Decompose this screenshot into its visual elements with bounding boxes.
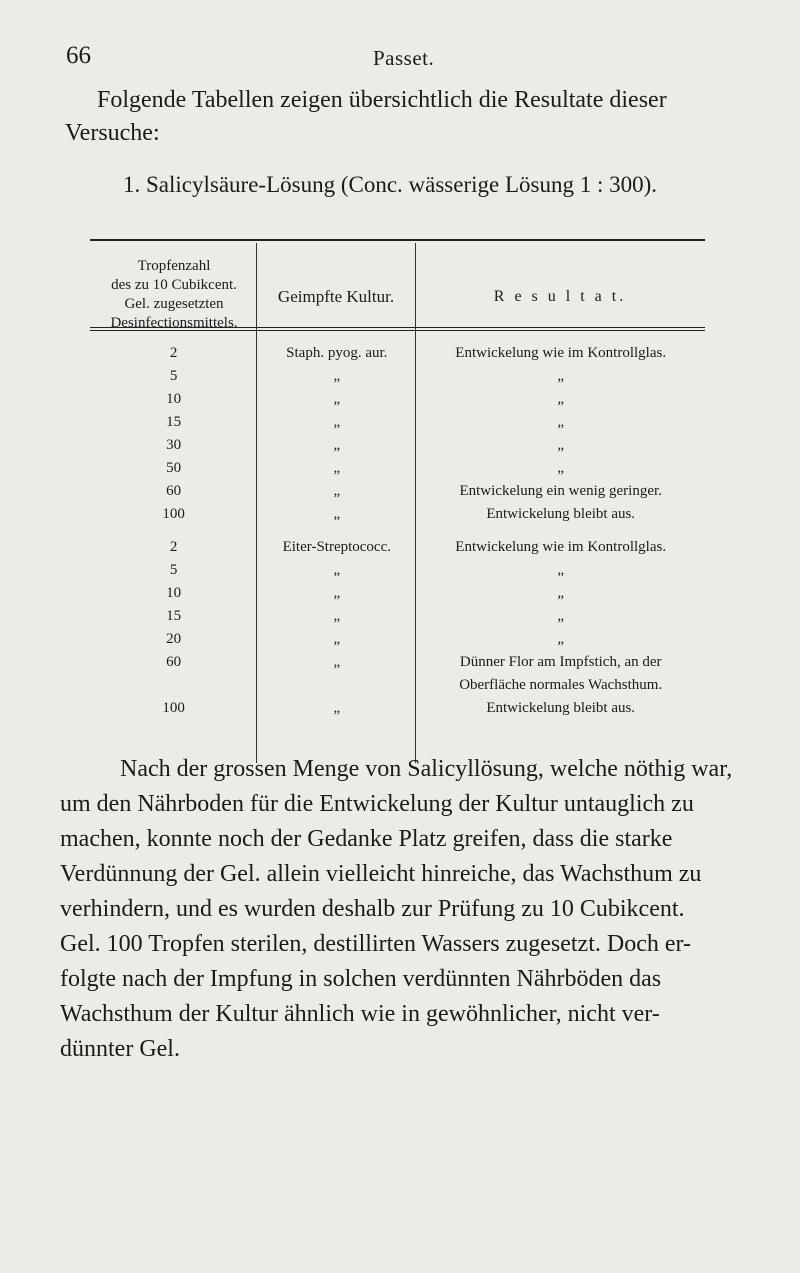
cell-drops: 10 bbox=[166, 585, 182, 601]
result-line: „ bbox=[557, 562, 565, 578]
table-row bbox=[90, 536, 705, 559]
table-row bbox=[90, 388, 705, 411]
cell-drops: 100 bbox=[162, 700, 185, 716]
cell-result bbox=[416, 480, 705, 503]
header-line: des zu 10 Cubikcent. bbox=[111, 277, 237, 293]
result-line: „ bbox=[557, 631, 565, 647]
table-body bbox=[90, 342, 705, 730]
cell-result bbox=[416, 628, 705, 651]
result-line: Entwickelung bleibt aus. bbox=[486, 700, 636, 716]
cell-drops: 60 bbox=[166, 654, 182, 670]
intro-line-2: Versuche: bbox=[65, 120, 160, 146]
cell-result bbox=[416, 503, 705, 526]
result-line: Entwickelung ein wenig geringer. bbox=[459, 483, 662, 499]
cell-culture: „ bbox=[333, 562, 341, 578]
result-line: „ bbox=[557, 585, 565, 601]
cell-drops: 20 bbox=[166, 631, 182, 647]
cell-drops: 5 bbox=[169, 562, 178, 578]
result-line: Entwickelung wie im Kontrollglas. bbox=[455, 539, 667, 555]
result-line: „ bbox=[557, 368, 565, 384]
table-row bbox=[90, 480, 705, 503]
table-group bbox=[90, 536, 705, 720]
cell-result bbox=[416, 559, 705, 582]
table-row bbox=[90, 628, 705, 651]
table-row bbox=[90, 503, 705, 526]
table-row bbox=[90, 365, 705, 388]
cell-drops: 50 bbox=[166, 460, 182, 476]
paragraph-line: Wachsthum der Kultur ähnlich wie in gewöhnlicher, nicht ver- bbox=[60, 1001, 660, 1027]
header-line: Tropfenzahl bbox=[137, 258, 211, 274]
header-culture: Geimpfte Kultur. bbox=[277, 287, 395, 306]
intro-text bbox=[65, 84, 747, 150]
paragraph-line: machen, konnte noch der Gedanke Platz greifen, dass die starke bbox=[60, 826, 673, 852]
table-row bbox=[90, 411, 705, 434]
running-head: Passet. bbox=[373, 46, 435, 70]
cell-result bbox=[416, 536, 705, 559]
intro-line-1: Folgende Tabellen zeigen übersichtlich die Resultate dieser bbox=[97, 87, 667, 113]
cell-culture: „ bbox=[333, 585, 341, 601]
cell-result bbox=[416, 434, 705, 457]
table-row bbox=[90, 651, 705, 697]
header-line: Desinfectionsmittels. bbox=[110, 315, 238, 331]
paragraph-line: dünnter Gel. bbox=[60, 1036, 180, 1062]
result-line: „ bbox=[557, 437, 565, 453]
table-title: 1. Salicylsäure-Lösung (Conc. wässerige Lösung 1 : 300). bbox=[123, 172, 658, 197]
paragraph-line: Nach der grossen Menge von Salicyllösung, welche nöthig war, bbox=[120, 756, 733, 782]
cell-result bbox=[416, 365, 705, 388]
cell-result bbox=[416, 411, 705, 434]
table-group bbox=[90, 342, 705, 526]
header-drop-count bbox=[90, 257, 258, 333]
cell-culture: „ bbox=[333, 368, 341, 384]
cell-drops: 5 bbox=[169, 368, 178, 384]
cell-result bbox=[416, 457, 705, 480]
cell-result bbox=[416, 651, 705, 697]
cell-culture: „ bbox=[333, 391, 341, 407]
cell-culture: „ bbox=[333, 483, 341, 499]
cell-culture: Staph. pyog. aur. bbox=[286, 345, 388, 361]
cell-drops: 10 bbox=[166, 391, 182, 407]
result-line: „ bbox=[557, 460, 565, 476]
cell-culture: Eiter-Streptococc. bbox=[282, 539, 391, 555]
table-row bbox=[90, 434, 705, 457]
cell-drops: 60 bbox=[166, 483, 182, 499]
result-line: „ bbox=[557, 414, 565, 430]
cell-result bbox=[416, 697, 705, 720]
result-line: „ bbox=[557, 391, 565, 407]
cell-drops: 30 bbox=[166, 437, 182, 453]
page-number: 66 bbox=[66, 42, 91, 69]
paragraph-line: Gel. 100 Tropfen sterilen, destillirten Wassers zugesetzt. Doch er- bbox=[60, 931, 691, 957]
cell-drops: 15 bbox=[166, 414, 182, 430]
paragraph-line: verhindern, und es wurden deshalb zur Prüfung zu 10 Cubikcent. bbox=[60, 896, 685, 922]
cell-drops: 2 bbox=[169, 345, 178, 361]
paragraph-line: folgte nach der Impfung in solchen verdünnten Nährböden das bbox=[60, 966, 662, 992]
cell-culture: „ bbox=[333, 700, 341, 716]
cell-culture: „ bbox=[333, 414, 341, 430]
header-result: R e s u l t a t. bbox=[493, 288, 627, 305]
cell-result bbox=[416, 582, 705, 605]
body-paragraph bbox=[60, 752, 760, 1067]
result-line: Entwickelung wie im Kontrollglas. bbox=[455, 345, 667, 361]
table-top-rule bbox=[90, 239, 705, 241]
cell-culture: „ bbox=[333, 654, 341, 670]
table-row bbox=[90, 605, 705, 628]
cell-culture: „ bbox=[333, 460, 341, 476]
cell-drops: 2 bbox=[169, 539, 178, 555]
result-line: Dünner Flor am Impfstich, an der bbox=[459, 654, 662, 670]
cell-culture: „ bbox=[333, 437, 341, 453]
table-row bbox=[90, 559, 705, 582]
table-row bbox=[90, 457, 705, 480]
cell-result bbox=[416, 388, 705, 411]
cell-culture: „ bbox=[333, 608, 341, 624]
table-row bbox=[90, 342, 705, 365]
cell-result bbox=[416, 342, 705, 365]
cell-result bbox=[416, 605, 705, 628]
table-row bbox=[90, 697, 705, 720]
result-line: Entwickelung bleibt aus. bbox=[486, 506, 636, 522]
cell-drops: 15 bbox=[166, 608, 182, 624]
paragraph-line: Verdünnung der Gel. allein vielleicht hinreiche, das Wachsthum zu bbox=[60, 861, 702, 887]
table-row bbox=[90, 582, 705, 605]
result-line: Oberfläche normales Wachsthum. bbox=[459, 677, 663, 693]
paragraph-line: um den Nährboden für die Entwickelung der Kultur untauglich zu bbox=[60, 791, 694, 817]
cell-culture: „ bbox=[333, 506, 341, 522]
result-line: „ bbox=[557, 608, 565, 624]
cell-culture: „ bbox=[333, 631, 341, 647]
cell-drops: 100 bbox=[162, 506, 185, 522]
header-line: Gel. zugesetzten bbox=[124, 296, 224, 312]
